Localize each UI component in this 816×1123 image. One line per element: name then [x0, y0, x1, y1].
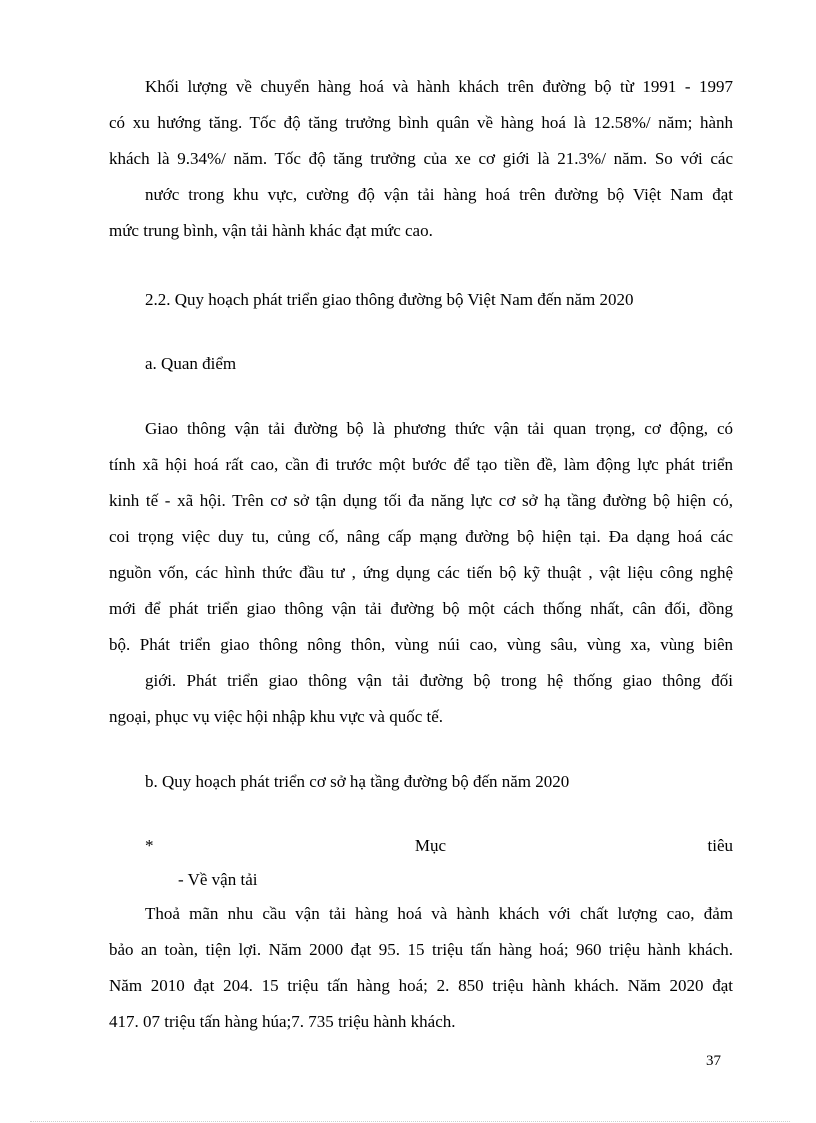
paragraph-2-line-8: giới. Phát triển giao thông vận tải đường bộ trong hệ thống giao thông đối	[145, 671, 733, 690]
paragraph-1-line-4: nước trong khu vực, cường độ vận tải hàng hoá trên đường bộ Việt Nam đạt	[145, 185, 733, 204]
section-heading-2-2: 2.2. Quy hoạch phát triển giao thông đường bộ Việt Nam đến năm 2020	[145, 290, 634, 309]
objective-heading: * Mục tiêu	[145, 836, 733, 855]
paragraph-2-line-6: mới để phát triển giao thông vận tải đường bộ một cách thống nhất, cân đối, đồng	[109, 599, 733, 618]
paragraph-2-line-9: ngoại, phục vụ việc hội nhập khu vực và quốc tế.	[109, 707, 444, 726]
paragraph-2-line-4: coi trọng việc duy tu, củng cố, nâng cấp mạng đường bộ hiện tại. Đa dạng hoá các	[109, 527, 733, 546]
paragraph-3-line-1: Thoả mãn nhu cầu vận tải hàng hoá và hành khách với chất lượng cao, đảm	[145, 904, 733, 923]
paragraph-1-line-5: mức trung bình, vận tải hành khác đạt mức cao.	[109, 221, 433, 240]
paragraph-2-line-5: nguồn vốn, các hình thức đầu tư , ứng dụng các tiến bộ kỹ thuật , vật liệu công nghệ	[109, 563, 733, 582]
paragraph-2-line-3: kinh tế - xã hội. Trên cơ sở tận dụng tối đa năng lực cơ sở hạ tầng đường bộ hiện có,	[109, 491, 733, 510]
paragraph-2-line-2: tính xã hội hoá rất cao, cần đi trước một bước để tạo tiền đề, làm động lực phát triển	[109, 455, 733, 474]
paragraph-1-line-3: khách là 9.34%/ năm. Tốc độ tăng trưởng của xe cơ giới là 21.3%/ năm. So với các	[109, 149, 733, 168]
paragraph-3-line-2: bảo an toàn, tiện lợi. Năm 2000 đạt 95. 15 triệu tấn hàng hoá; 960 triệu hành khách.	[109, 940, 733, 959]
paragraph-3-line-3: Năm 2010 đạt 204. 15 triệu tấn hàng hoá; 2. 850 triệu hành khách. Năm 2020 đạt	[109, 976, 733, 995]
subsection-heading-b: b. Quy hoạch phát triển cơ sở hạ tầng đường bộ đến năm 2020	[145, 772, 570, 791]
paragraph-3-line-4: 417. 07 triệu tấn hàng húa;7. 735 triệu hành khách.	[109, 1012, 456, 1031]
paragraph-2-line-7: bộ. Phát triển giao thông nông thôn, vùng núi cao, vùng sâu, vùng xa, vùng biên	[109, 635, 733, 654]
paragraph-2-line-1: Giao thông vận tải đường bộ là phương thức vận tải quan trọng, cơ động, có	[145, 419, 733, 438]
paragraph-1-line-1: Khối lượng về chuyển hàng hoá và hành khách trên đường bộ từ 1991 - 1997	[145, 77, 733, 96]
footer-divider	[30, 1121, 790, 1122]
paragraph-1-line-2: có xu hướng tăng. Tốc độ tăng trưởng bình quân về hàng hoá là 12.58%/ năm; hành	[109, 113, 733, 132]
sub-heading-transport: - Về vận tải	[178, 870, 258, 889]
subsection-heading-a: a. Quan điểm	[145, 354, 237, 373]
page-number: 37	[706, 1053, 721, 1069]
